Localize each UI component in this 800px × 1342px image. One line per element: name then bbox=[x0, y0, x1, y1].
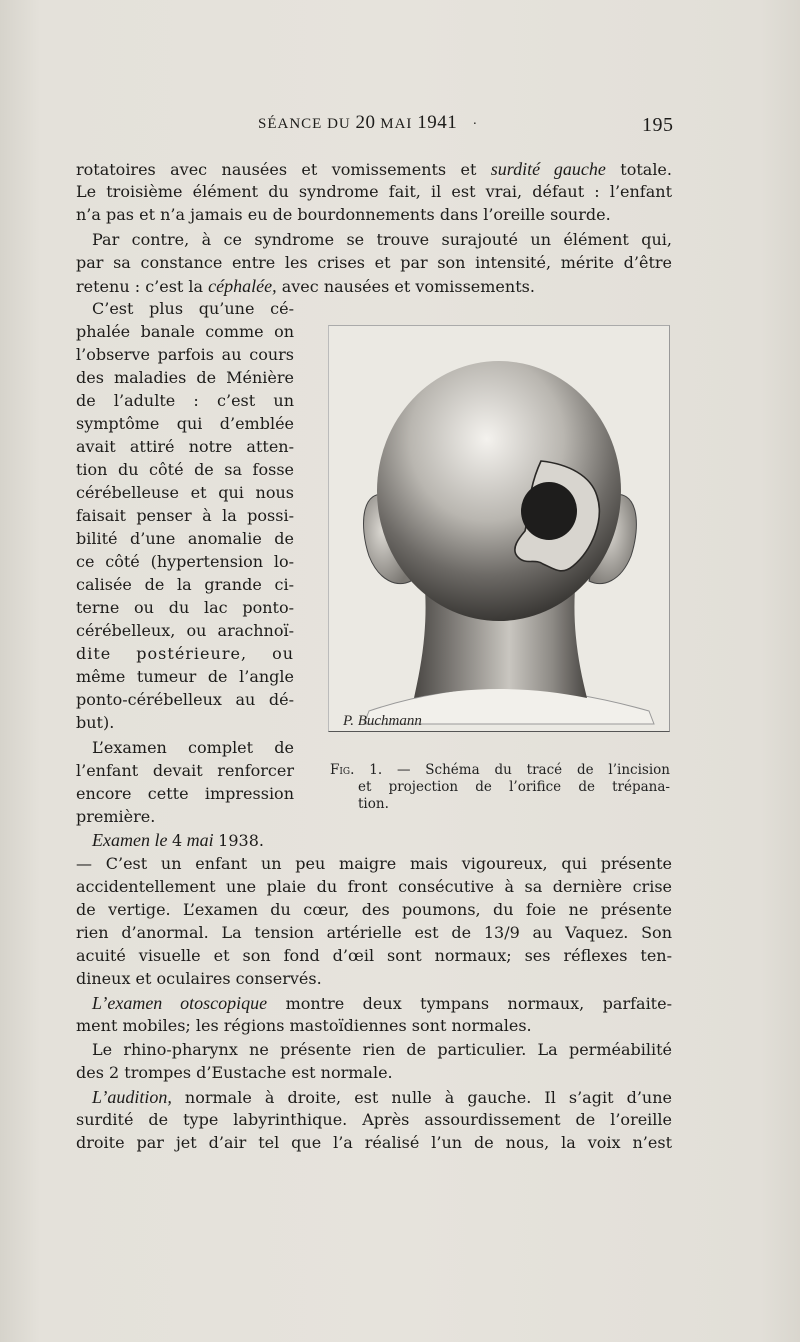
header-seance: SÉANCE DU bbox=[258, 116, 356, 132]
italic-term: surdité gauche bbox=[490, 159, 606, 179]
text-line: ponto-cérébelleux au dé- bbox=[76, 690, 294, 709]
text-line: accidentellement une plaie du front consécutive à sa dernière crise bbox=[76, 877, 672, 896]
caption-line: tion. bbox=[358, 796, 389, 812]
text-line: — C’est un enfant un peu maigre mais vigoureux, qui présente bbox=[76, 854, 672, 873]
text-line: calisée de la grande ci- bbox=[76, 575, 294, 594]
text-line bbox=[76, 1086, 672, 1109]
running-header bbox=[0, 112, 800, 142]
text-line: n’a pas et n’a jamais eu de bourdonnements dans l’oreille sourde. bbox=[76, 205, 611, 224]
header-title bbox=[258, 112, 478, 134]
text-line: terne ou du lac ponto- bbox=[76, 598, 294, 617]
text-line bbox=[76, 158, 672, 181]
figure-caption bbox=[330, 762, 670, 813]
header-year: 1941 bbox=[417, 112, 458, 133]
trepanation-hole bbox=[521, 482, 577, 540]
head-back-drawing bbox=[329, 326, 669, 731]
header-dot: · bbox=[472, 117, 478, 132]
text-line: but). bbox=[76, 713, 115, 732]
text-line bbox=[76, 992, 672, 1015]
text-span: montre deux tympans normaux, parfaite- bbox=[267, 994, 672, 1013]
italic-term: L’audition, bbox=[92, 1087, 172, 1107]
text-line: rien d’anormal. La tension artérielle est de 13/9 au Vaquez. Son bbox=[76, 923, 672, 942]
text-span: 4 bbox=[171, 831, 183, 850]
header-month: MAI bbox=[375, 116, 418, 132]
text-line: symptôme qui d’emblée bbox=[76, 414, 294, 433]
text-line: même tumeur de l’angle bbox=[76, 667, 294, 686]
text-line: cérébelleux, ou arachnoï- bbox=[76, 621, 294, 640]
text-line: bilité d’une anomalie de bbox=[76, 529, 294, 548]
text-line: L’examen complet de bbox=[92, 738, 294, 757]
italic-term: céphalée, bbox=[208, 276, 277, 296]
text-line: C’est plus qu’une cé- bbox=[92, 299, 294, 318]
text-line: ce côté (hypertension lo- bbox=[76, 552, 294, 571]
page-number: 195 bbox=[642, 114, 674, 136]
text-line: Par contre, à ce syndrome se trouve surajouté un élément qui, bbox=[92, 230, 672, 249]
caption-line: et projection de l’orifice de trépana- bbox=[358, 779, 670, 795]
text-span: retenu : c’est la bbox=[76, 277, 209, 296]
text-line: tion du côté de sa fosse bbox=[76, 460, 294, 479]
header-day: 20 bbox=[355, 112, 376, 133]
text-line: Le rhino-pharynx ne présente rien de particulier. La perméabilité bbox=[92, 1040, 672, 1059]
caption-text: — Schéma du tracé de l’incision bbox=[382, 762, 670, 778]
text-line: dite postérieure, ou bbox=[76, 644, 294, 663]
italic-term: le bbox=[149, 830, 172, 850]
text-span: totale. bbox=[605, 160, 672, 179]
text-line: encore cette impression bbox=[76, 784, 294, 803]
text-line: de vertige. L’examen du cœur, des poumons, du foie ne présente bbox=[76, 900, 672, 919]
figure-illustration bbox=[328, 325, 670, 732]
text-line: phalée banale comme on bbox=[76, 322, 294, 341]
text-line: faisait penser à la possi- bbox=[76, 506, 294, 525]
text-line: acuité visuelle et son fond d’œil sont normaux; ses réflexes ten- bbox=[76, 946, 672, 965]
text-line: des maladies de Ménière bbox=[76, 368, 294, 387]
text-line: avait attiré notre atten- bbox=[76, 437, 294, 456]
text-line: l’enfant devait renforcer bbox=[76, 761, 294, 780]
text-line bbox=[76, 275, 672, 298]
text-line: cérébelleuse et qui nous bbox=[76, 483, 294, 502]
italic-term: mai bbox=[182, 830, 219, 850]
text-line: Le troisième élément du syndrome fait, il est vrai, défaut : l’enfant bbox=[76, 182, 672, 201]
text-line: dineux et oculaires conservés. bbox=[76, 969, 322, 988]
italic-term: L’examen otoscopique bbox=[92, 993, 268, 1013]
text-line: ment mobiles; les régions mastoïdiennes sont normales. bbox=[76, 1016, 532, 1035]
text-span: avec nausées et vomissements. bbox=[276, 277, 535, 296]
text-span: normale à droite, est nulle à gauche. Il s’agit d’une bbox=[171, 1088, 672, 1107]
text-line: de l’adulte : c’est un bbox=[76, 391, 294, 410]
exam-heading bbox=[76, 829, 672, 852]
text-line: droite par jet d’air tel que l’a réalisé l’un de nous, la voix n’est bbox=[76, 1133, 672, 1152]
artist-signature: P. Buchmann bbox=[343, 713, 422, 729]
text-span: rotatoires avec nausées et vomissements et bbox=[76, 160, 491, 179]
text-line: par sa constance entre les crises et par son intensité, mérite d’être bbox=[76, 253, 672, 272]
text-line: surdité de type labyrinthique. Après assourdissement de l’oreille bbox=[76, 1110, 672, 1129]
text-line: des 2 trompes d’Eustache est normale. bbox=[76, 1063, 393, 1082]
caption-label: Fig. 1. bbox=[330, 762, 383, 778]
caption-line bbox=[330, 762, 670, 779]
text-line: première. bbox=[76, 807, 156, 826]
text-span: 1938. bbox=[218, 831, 264, 850]
text-line: l’observe parfois au cours bbox=[76, 345, 294, 364]
italic-term: Examen bbox=[92, 830, 150, 850]
